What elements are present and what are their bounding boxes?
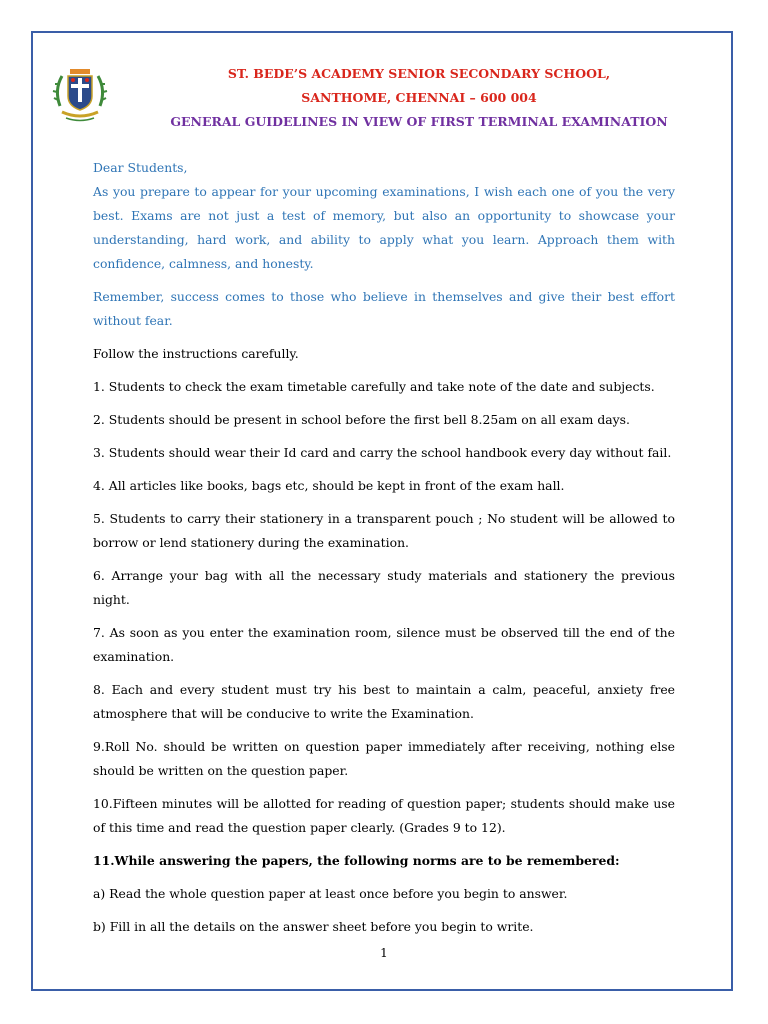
- school-address: SANTHOME, CHENNAI – 600 004: [301, 90, 537, 105]
- school-crest-icon: [52, 66, 108, 124]
- instruction-item: 7. As soon as you enter the examination room, silence must be observed till the end of the examination.: [93, 625, 675, 664]
- salutation: Dear Students,: [93, 160, 188, 175]
- letter-paragraph-1: As you prepare to appear for your upcoming examinations, I wish each one of you the very best. Exams are not just a test of memory, but also an opportunity to showcase your understanding, hard work, and ability to apply what you learn. Approach them with confidence, calmness, and honesty.: [93, 184, 675, 271]
- instruction-item: 1. Students to check the exam timetable carefully and take note of the date and subjects.: [93, 379, 655, 394]
- document-body: [93, 156, 675, 939]
- instructions-intro: Follow the instructions carefully.: [93, 346, 299, 361]
- instruction-item: 2. Students should be present in school before the first bell 8.25am on all exam days.: [93, 412, 630, 427]
- sub-instruction-item: b) Fill in all the details on the answer sheet before you begin to write.: [93, 919, 534, 934]
- instruction-item: 6. Arrange your bag with all the necessary study materials and stationery the previous night.: [93, 568, 675, 607]
- letter-paragraph-2: Remember, success comes to those who believe in themselves and give their best effort without fear.: [93, 289, 675, 328]
- instruction-item: 9.Roll No. should be written on question paper immediately after receiving, nothing else should be written on the question paper.: [93, 739, 675, 778]
- instruction-item: 4. All articles like books, bags etc, should be kept in front of the exam hall.: [93, 478, 565, 493]
- instruction-item: 8. Each and every student must try his best to maintain a calm, peaceful, anxiety free atmosphere that will be conducive to write the Examination.: [93, 682, 675, 721]
- instruction-item: 10.Fifteen minutes will be allotted for reading of question paper; students should make use of this time and read the question paper clearly. (Grades 9 to 12).: [93, 796, 675, 835]
- instruction-item: 3. Students should wear their Id card and carry the school handbook every day without fail.: [93, 445, 672, 460]
- instruction-item: 5. Students to carry their stationery in a transparent pouch ; No student will be allowed to borrow or lend stationery during the examination.: [93, 511, 675, 550]
- document-title: GENERAL GUIDELINES IN VIEW OF FIRST TERMINAL EXAMINATION: [170, 114, 668, 129]
- page-number: 1: [380, 946, 388, 960]
- document-header: [110, 62, 728, 134]
- instruction-item-11-heading: 11.While answering the papers, the following norms are to be remembered:: [93, 853, 620, 868]
- sub-instruction-item: a) Read the whole question paper at least once before you begin to answer.: [93, 886, 568, 901]
- school-name: ST. BEDE’S ACADEMY SENIOR SECONDARY SCHOOL,: [227, 66, 611, 81]
